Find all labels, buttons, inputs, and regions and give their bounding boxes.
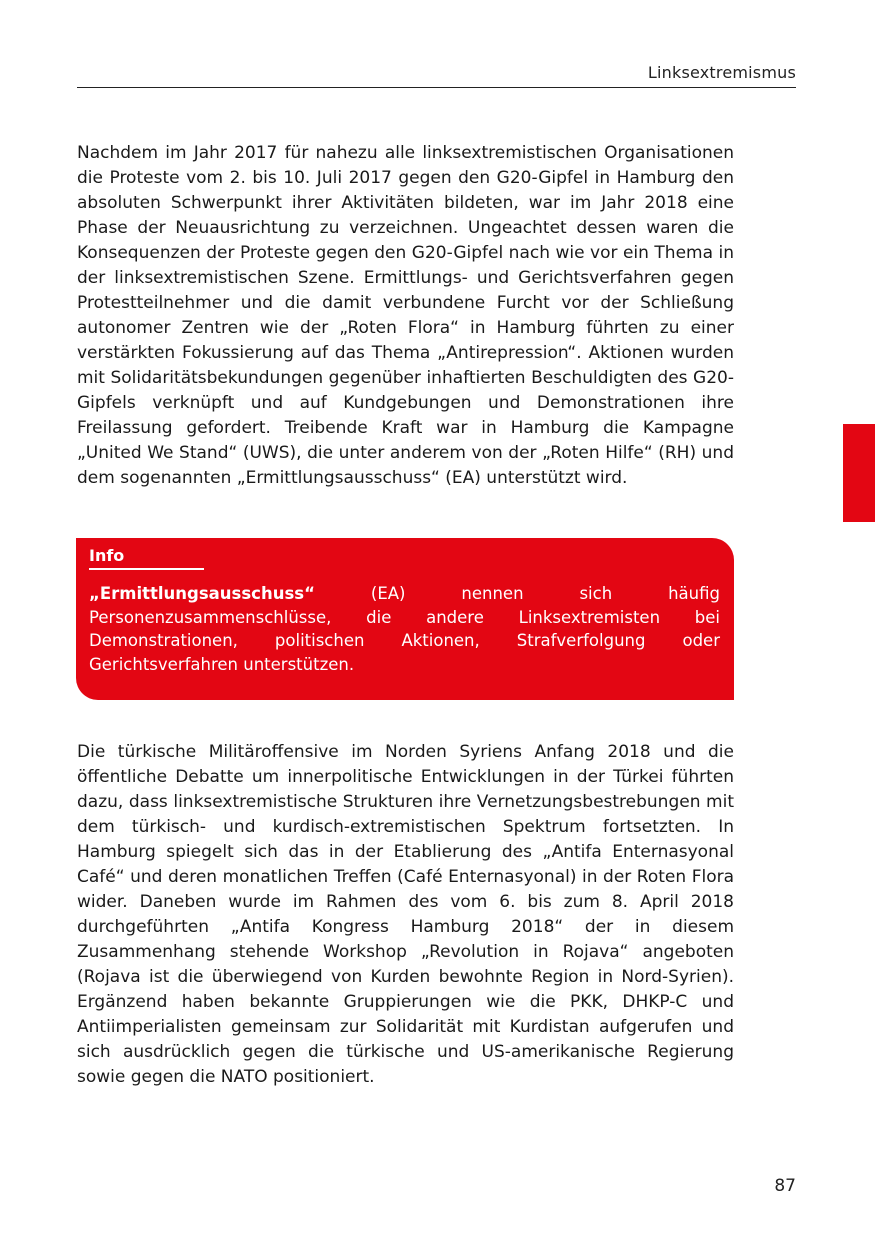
page-number: 87 <box>774 1176 796 1196</box>
info-definition: (EA) nennen sich häufig Personenzusammenschlüsse, die andere Linksextremisten bei Demonstrationen, politischen Aktionen, Strafverfolgung oder Gerichtsverfahren unterstützen. <box>89 584 720 674</box>
info-text <box>89 582 720 676</box>
chapter-side-tab <box>843 424 875 522</box>
body-paragraph-1: Nachdem im Jahr 2017 für nahezu alle linksextremistischen Organisationen die Proteste vom 2. bis 10. Juli 2017 gegen den G20-Gipfel in Hamburg den absoluten Schwerpunkt ihrer Aktivitäten bildeten, war im Jahr 2018 eine Phase der Neuausrichtung zu verzeichnen. Ungeachtet dessen waren die Konsequenzen der Proteste gegen den G20-Gipfel nach wie vor ein Thema in der linksextremistischen Szene. Ermittlungs- und Gerichtsverfahren gegen Protestteilnehmer und die damit verbundene Furcht vor der Schließung autonomer Zentren wie der „Roten Flora“ in Hamburg führten zu einer verstärkten Fokussierung auf das Thema „Antirepression“. Aktionen wurden mit Solidaritätsbekundungen gegenüber inhaftierten Beschuldigten des G20-Gipfels verknüpft und auf Kundgebungen und Demonstrationen ihre Freilassung gefordert. Treibende Kraft war in Hamburg die Kampagne „United We Stand“ (UWS), die unter anderem von der „Roten Hilfe“ (RH) und dem sogenannten „Ermittlungsausschuss“ (EA) unterstützt wird. <box>77 143 734 488</box>
running-header: Linksextremismus <box>647 63 796 82</box>
header-rule <box>77 87 796 88</box>
info-heading: Info <box>89 544 204 570</box>
body-paragraph-2: Die türkische Militäroffensive im Norden Syriens Anfang 2018 und die öffentliche Debatte um innerpolitische Entwicklungen in der Türkei führten dazu, dass linksextremistische Strukturen ihre Vernetzungsbestrebungen mit dem türkisch- und kurdisch-extremistischen Spektrum fortsetzten. In Hamburg spiegelt sich das in der Etablierung des „Antifa Enternasyonal Café“ und deren monatlichen Treffen (Café Enternasyonal) in der Roten Flora wider. Daneben wurde im Rahmen des vom 6. bis zum 8. April 2018 durchgeführten „Antifa Kongress Hamburg 2018“ der in diesem Zusammenhang stehende Workshop „Revolution in Rojava“ angeboten (Rojava ist die überwiegend von Kurden bewohnte Region in Nord-Syrien). Ergänzend haben bekannte Gruppierungen wie die PKK, DHKP-C und Antiimperialisten gemeinsam zur Solidarität mit Kurdistan aufgerufen und sich ausdrücklich gegen die türkische und US-amerikanische Regierung sowie gegen die NATO positioniert. <box>77 742 734 1087</box>
info-box <box>76 538 734 700</box>
info-term: „Ermittlungsausschuss“ <box>89 584 315 603</box>
